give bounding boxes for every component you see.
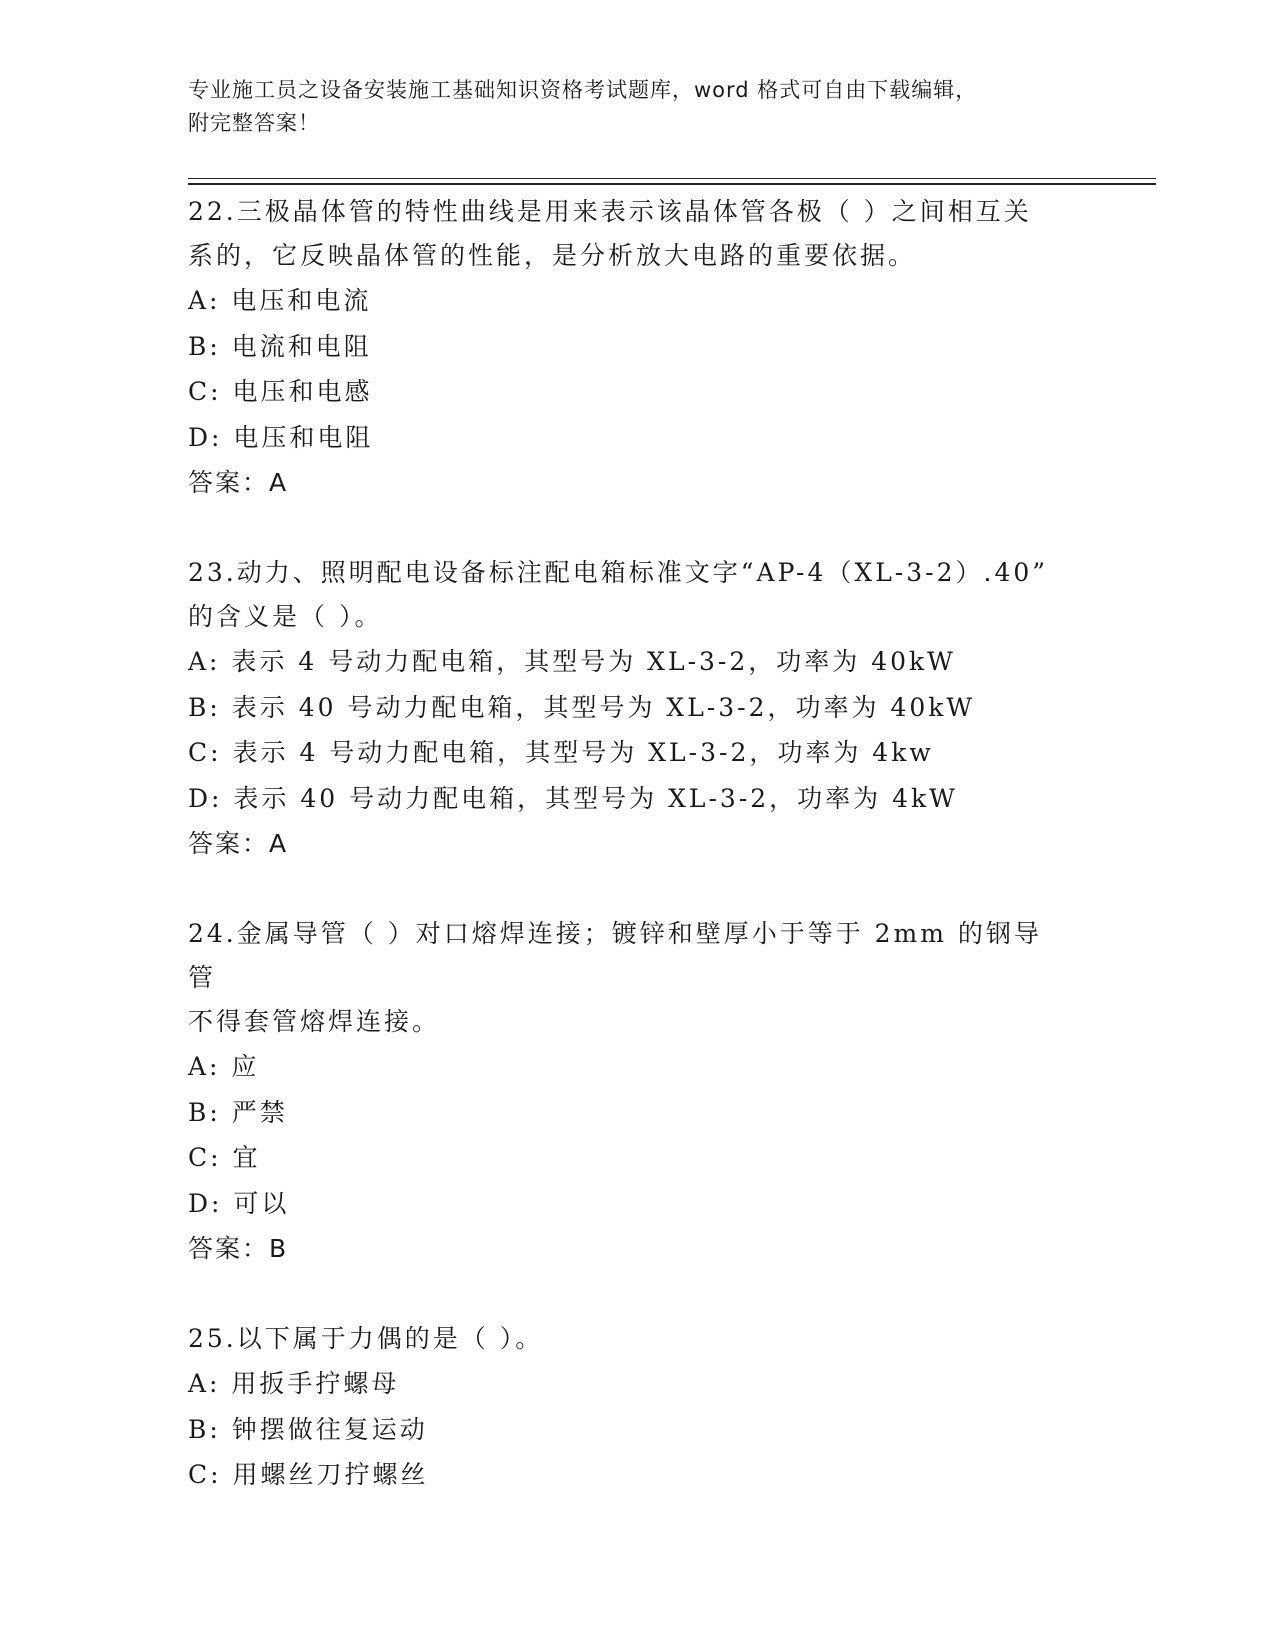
question-spacer (188, 867, 1068, 912)
question-stem-line-1: 25.以下属于力偶的是（ ）。 (188, 1324, 544, 1353)
header-divider-bottom (188, 183, 1156, 185)
answer-line: 答案：A (188, 468, 289, 497)
option-d: D: 电压和电阻 (188, 422, 374, 452)
question-stem-line-2: 系的，它反映晶体管的性能，是分析放大电路的重要依据。 (188, 241, 917, 270)
option-b: B: 钟摆做往复运动 (188, 1414, 428, 1444)
option-a: A: 电压和电流 (188, 286, 372, 315)
option-b: B: 严禁 (188, 1097, 288, 1127)
header-divider-top (188, 178, 1156, 179)
question-24 (188, 912, 1068, 1272)
option-c: C: 用螺丝刀拧螺丝 (188, 1460, 429, 1489)
option-c: C: 电压和电感 (188, 377, 373, 406)
option-a: A: 应 (188, 1052, 260, 1081)
option-a: A: 表示 4 号动力配电箱，其型号为 XL-3-2，功率为 40kW (188, 647, 956, 676)
question-stem-line-2: 不得套管熔焊连接。 (188, 1007, 441, 1036)
option-d: D: 可以 (188, 1188, 290, 1218)
question-stem-line-2: 的含义是（ ）。 (188, 602, 383, 631)
question-stem-line-1: 23.动力、照明配电设备标注配电箱标准文字“AP-4（XL-3-2）.40” (188, 558, 1049, 587)
answer-line: 答案：B (188, 1234, 289, 1263)
header-line-1: 专业施工员之设备安装施工基础知识资格考试题库，word 格式可自由下载编辑， (188, 78, 978, 102)
question-list (188, 190, 1068, 1498)
question-spacer (188, 506, 1068, 551)
header-line-2: 附完整答案！ (188, 111, 320, 135)
question-spacer (188, 1272, 1068, 1317)
question-23 (188, 551, 1068, 867)
question-25 (188, 1317, 1068, 1498)
option-a: A: 用扳手拧螺母 (188, 1369, 400, 1398)
option-d: D: 表示 40 号动力配电箱，其型号为 XL-3-2，功率为 4kW (188, 783, 958, 813)
option-b: B: 电流和电阻 (188, 331, 372, 361)
question-22 (188, 190, 1068, 506)
question-stem-line-1: 22.三极晶体管的特性曲线是用来表示该晶体管各极（ ）之间相互关 (188, 197, 1032, 226)
question-stem-line-1: 24.金属导管（ ）对口熔焊连接；镀锌和壁厚小于等于 2mm 的钢导管 (188, 919, 1042, 992)
document-header (188, 74, 1068, 140)
option-c: C: 宜 (188, 1143, 261, 1172)
answer-line: 答案：A (188, 829, 289, 858)
option-c: C: 表示 4 号动力配电箱，其型号为 XL-3-2，功率为 4kw (188, 738, 934, 767)
option-b: B: 表示 40 号动力配电箱，其型号为 XL-3-2，功率为 40kW (188, 692, 976, 722)
